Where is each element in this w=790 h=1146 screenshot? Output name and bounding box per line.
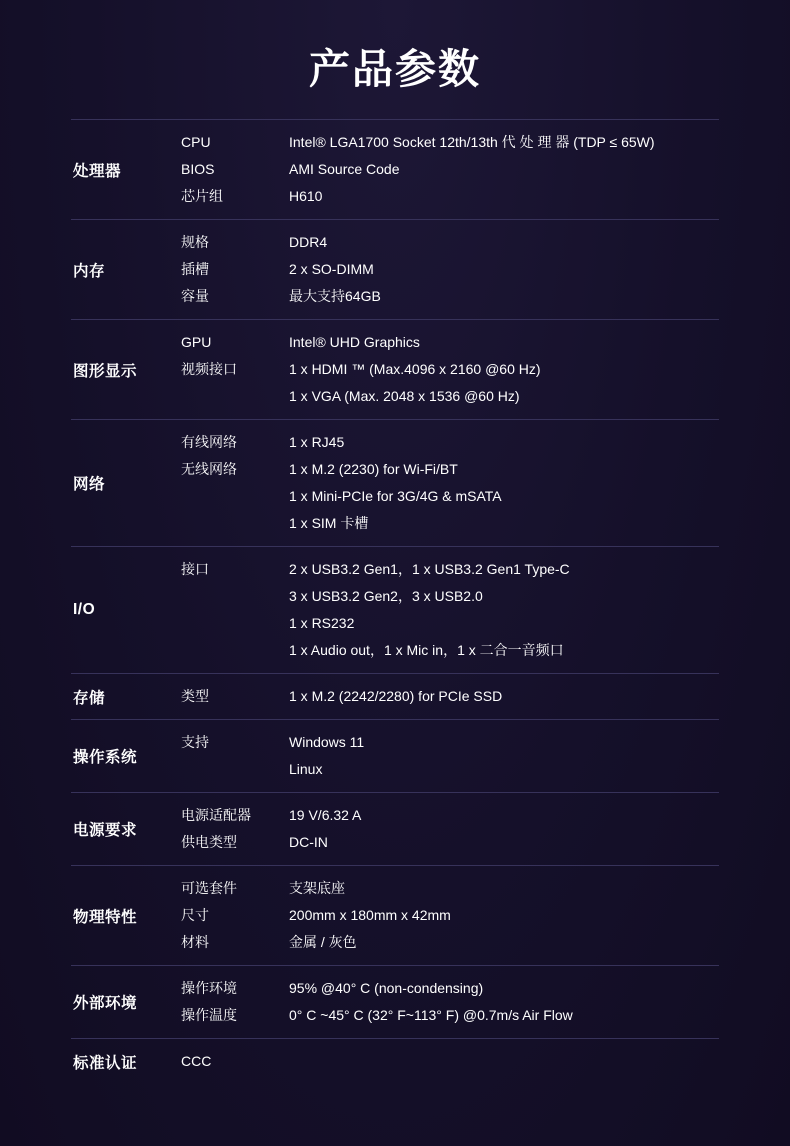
spec-row-key: 有线网络 [181,434,237,450]
spec-rows-cell [181,320,719,420]
spec-row [181,283,719,310]
spec-rows-cell [181,547,719,674]
spec-row [181,1002,719,1029]
spec-rows-cell [181,720,719,793]
spec-row [181,183,719,210]
spec-row-key: 接口 [181,561,209,577]
spec-row-value: 1 x Mini-PCIe for 3G/4G & mSATA [289,488,502,504]
spec-row [181,610,719,637]
spec-row [181,156,719,183]
spec-row-value: Intel® UHD Graphics [289,334,420,350]
spec-row [181,483,719,510]
spec-row [181,510,719,537]
spec-row [181,383,719,410]
spec-row-value: 0° C ~45° C (32° F~113° F) @0.7m/s Air Flow [289,1007,573,1023]
spec-row [181,256,719,283]
spec-row [181,829,719,856]
spec-row-key: CPU [181,134,211,150]
spec-row-key: 电源适配器 [181,807,251,823]
spec-row-value: Windows 11 [289,734,365,750]
spec-rows-cell [181,793,719,866]
spec-group-row [71,793,719,866]
spec-row-value: H610 [289,188,323,204]
spec-category-label: 网络 [73,476,106,493]
spec-rows-cell [181,866,719,966]
spec-row-value: 1 x SIM 卡槽 [289,515,369,531]
spec-row-value: 1 x M.2 (2242/2280) for PCIe SSD [289,688,503,704]
spec-rows-cell [181,120,719,220]
spec-row-key: 芯片组 [181,188,223,204]
spec-row [181,637,719,664]
spec-row-value: 1 x RJ45 [289,434,345,450]
spec-row-value: 1 x RS232 [289,615,355,631]
spec-group-row [71,220,719,320]
spec-row-value: 3 x USB3.2 Gen2，3 x USB2.0 [289,588,483,604]
spec-row-value: 金属 / 灰色 [289,934,357,950]
spec-row-value: DC-IN [289,834,328,850]
spec-row-value: 1 x M.2 (2230) for Wi-Fi/BT [289,461,458,477]
spec-row-value: DDR4 [289,234,328,250]
spec-row-key: 尺寸 [181,907,209,923]
spec-row [181,456,719,483]
spec-row-key: 类型 [181,688,209,704]
spec-row [181,583,719,610]
spec-row-key: 操作温度 [181,1007,237,1023]
spec-row [181,329,719,356]
spec-row-key: 容量 [181,288,209,304]
spec-category-label: 内存 [73,262,106,280]
spec-category-label: 标准认证 [73,1054,138,1072]
spec-row-key: 支持 [181,734,209,750]
spec-row [181,875,719,902]
spec-rows-cell [181,220,719,320]
spec-row [181,802,719,829]
spec-category-label: 处理器 [73,162,122,180]
spec-row-value: 1 x Audio out，1 x Mic in，1 x 二合一音频口 [289,642,564,658]
spec-row-value: 2 x USB3.2 Gen1，1 x USB3.2 Gen1 Type-C [289,561,570,577]
spec-row-key: 规格 [181,234,209,250]
spec-row-key: 无线网络 [181,461,237,477]
spec-row-key: 材料 [181,934,209,950]
spec-rows-cell [181,420,719,547]
spec-category-label: I/O [73,601,96,618]
spec-rows-cell [181,1039,719,1085]
spec-row-key: BIOS [181,161,215,177]
spec-row-value: Intel® LGA1700 Socket 12th/13th 代 处 理 器 (TDP ≤ 65W) [289,134,655,150]
spec-row-value: 1 x VGA (Max. 2048 x 1536 @60 Hz) [289,388,520,404]
spec-row-key: 插槽 [181,261,209,277]
spec-row-key: 操作环境 [181,980,237,996]
spec-row-value: 95% @40° C (non-condensing) [289,980,484,996]
spec-row [181,902,719,929]
spec-row [181,756,719,783]
spec-row [181,356,719,383]
spec-row-key: 可选套件 [181,880,237,896]
spec-group-row [71,320,719,420]
page-title: 产品参数 [309,46,481,92]
spec-row-value: 支架底座 [289,880,345,896]
spec-group-row [71,966,719,1039]
spec-row [181,683,719,710]
spec-row-key: GPU [181,334,212,350]
spec-category-label: 图形显示 [73,362,138,380]
spec-row-value: 200mm x 180mm x 42mm [289,907,451,923]
spec-row-key: CCC [181,1053,212,1069]
spec-row-value: 最大支持64GB [289,288,381,304]
spec-row-value: Linux [289,761,323,777]
spec-group-row [71,547,719,674]
spec-row-value: AMI Source Code [289,161,400,177]
spec-row [181,129,719,156]
spec-row [181,1048,719,1075]
spec-rows-cell [181,674,719,720]
spec-row-value: 2 x SO-DIMM [289,261,374,277]
spec-category-label: 电源要求 [73,822,138,839]
spec-category-label: 外部环境 [73,995,138,1012]
spec-row-key: 供电类型 [181,834,237,850]
spec-row-value: 1 x HDMI ™ (Max.4096 x 2160 @60 Hz) [289,361,541,377]
spec-category-label: 操作系统 [73,749,138,766]
spec-group-row [71,866,719,966]
spec-table-body [71,120,719,1085]
spec-group-row [71,720,719,793]
spec-row [181,929,719,956]
spec-row-key: 视频接口 [181,361,237,377]
spec-category-label: 存储 [73,689,106,707]
spec-row [181,975,719,1002]
spec-table [71,119,719,1084]
spec-group-row [71,1039,719,1085]
spec-rows-cell [181,966,719,1039]
spec-group-row [71,120,719,220]
spec-row [181,229,719,256]
spec-category-label: 物理特性 [73,908,138,926]
spec-group-row [71,674,719,720]
spec-row [181,556,719,583]
spec-group-row [71,420,719,547]
spec-row [181,729,719,756]
spec-row [181,429,719,456]
spec-row-value: 19 V/6.32 A [289,807,362,823]
